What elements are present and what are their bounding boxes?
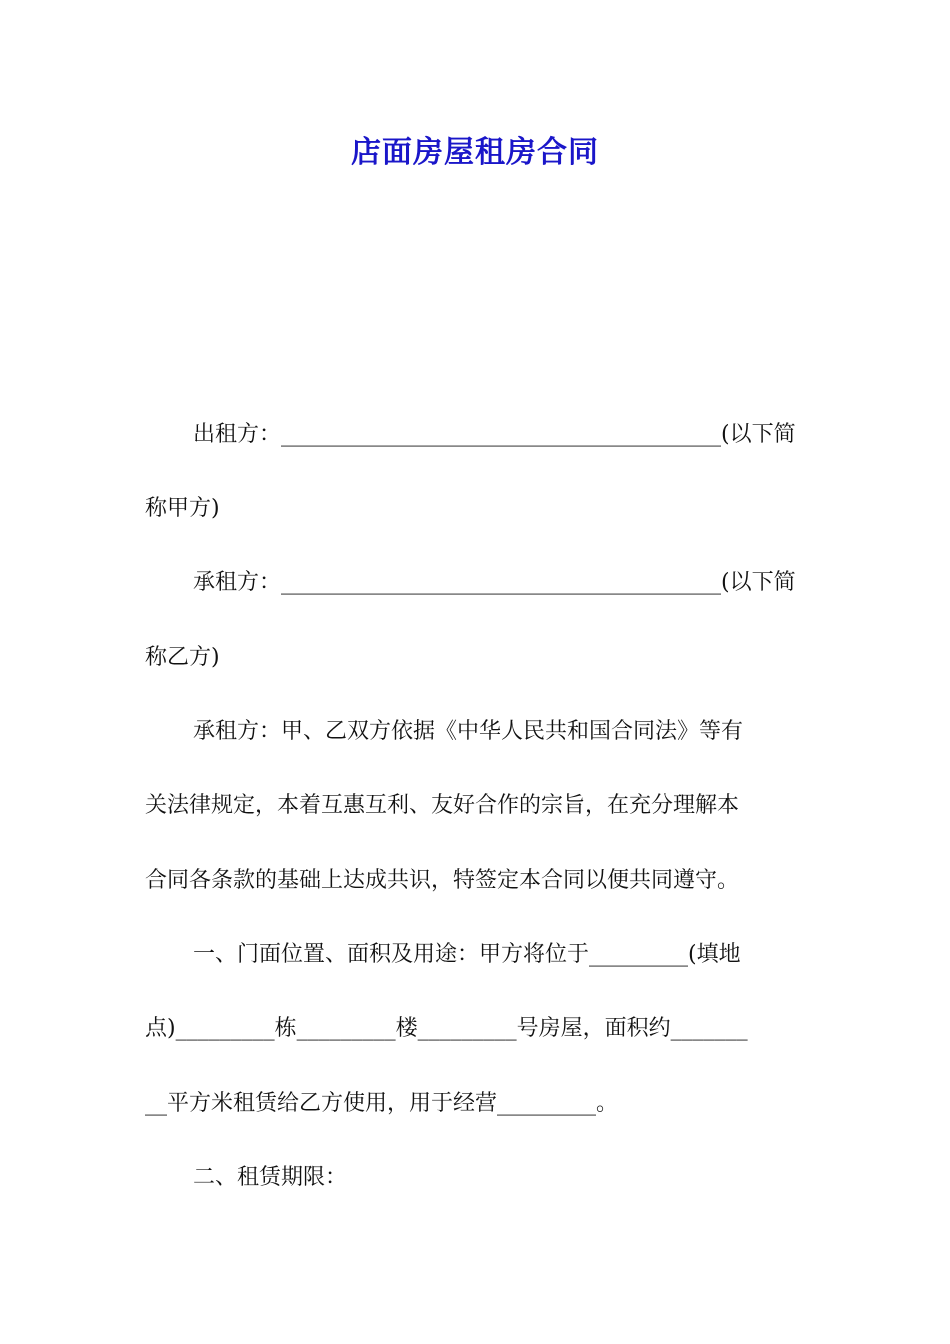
lessee-line: 承租方：________________________________________(以下简 xyxy=(193,570,796,595)
clause-1-line-2: 点)_________栋_________楼_________号房屋，面积约_______ xyxy=(145,1016,748,1041)
preamble-line-2: 关法律规定，本着互惠互利、友好合作的宗旨，在充分理解本 xyxy=(145,793,740,818)
preamble-line-1: 承租方：甲、乙双方依据《中华人民共和国合同法》等有 xyxy=(193,719,744,744)
clause-2-heading: 二、租赁期限： xyxy=(193,1165,348,1190)
document-title: 店面房屋租房合同 xyxy=(351,135,599,170)
clause-1-line-1: 一、门面位置、面积及用途：甲方将位于_________(填地 xyxy=(193,942,741,967)
lessor-line: 出租方：________________________________________(以下简 xyxy=(193,422,796,447)
preamble-line-3: 合同各条款的基础上达成共识，特签定本合同以便共同遵守。 xyxy=(145,868,740,893)
lessee-line-continued: 称乙方) xyxy=(145,645,220,670)
clause-1-line-3: __平方米租赁给乙方使用，用于经营_________。 xyxy=(145,1091,619,1116)
lessor-line-continued: 称甲方) xyxy=(145,496,220,521)
